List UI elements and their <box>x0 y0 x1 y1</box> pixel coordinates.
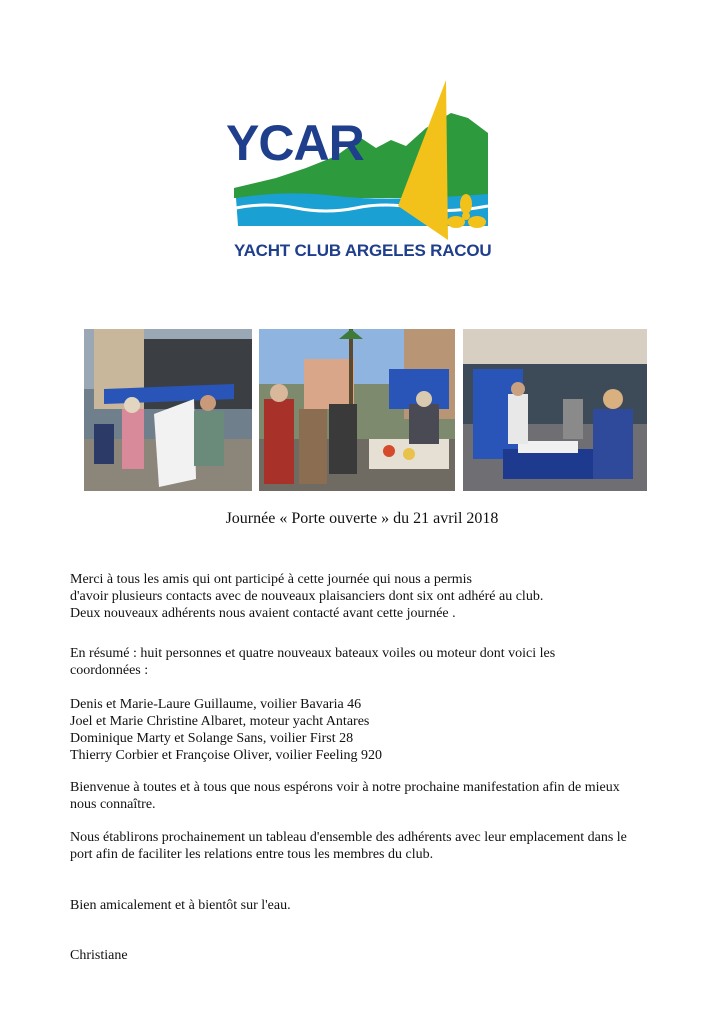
text-line: d'avoir plusieurs contacts avec de nouveaux plaisanciers dont six ont adhéré au club. <box>70 589 544 604</box>
member-line: Joel et Marie Christine Albaret, moteur yacht Antares <box>70 714 370 729</box>
photo-registration-table <box>463 329 647 491</box>
members-list <box>70 696 690 764</box>
logo-title: YCAR <box>226 115 364 171</box>
member-line: Denis et Marie-Laure Guillaume, voilier Bavaria 46 <box>70 697 362 712</box>
text-line: Bienvenue à toutes et à tous que nous espérons voir à notre prochaine manifestation afin de mieux <box>70 780 620 795</box>
member-line: Dominique Marty et Solange Sans, voilier First 28 <box>70 731 354 746</box>
ycar-logo <box>226 78 490 260</box>
photo-flag-stand <box>84 329 252 491</box>
intro-paragraph <box>70 571 690 622</box>
photo-buffet <box>259 329 455 491</box>
summary-paragraph <box>70 645 690 679</box>
closing-line: Bien amicalement et à bientôt sur l'eau. <box>70 898 291 913</box>
signature: Christiane <box>70 948 128 963</box>
member-line: Thierry Corbier et Françoise Oliver, voilier Feeling 920 <box>70 748 383 763</box>
text-line: Nous établirons prochainement un tableau d'ensemble des adhérents avec leur emplacement dans le <box>70 830 627 845</box>
text-line: nous connaître. <box>70 797 156 812</box>
text-line: En résumé : huit personnes et quatre nouveaux bateaux voiles ou moteur dont voici les <box>70 646 556 661</box>
text-line: Deux nouveaux adhérents nous avaient contacté avant cette journée . <box>70 606 456 621</box>
plan-paragraph <box>70 829 690 863</box>
text-line: port afin de faciliter les relations entre tous les membres du club. <box>70 847 434 862</box>
logo-subtitle: YACHT CLUB ARGELES RACOU <box>234 242 492 259</box>
text-line: Merci à tous les amis qui ont participé à cette journée qui nous a permis <box>70 572 472 587</box>
welcome-paragraph <box>70 779 690 813</box>
text-line: coordonnées : <box>70 663 149 678</box>
event-heading: Journée « Porte ouverte » du 21 avril 2018 <box>225 510 499 527</box>
